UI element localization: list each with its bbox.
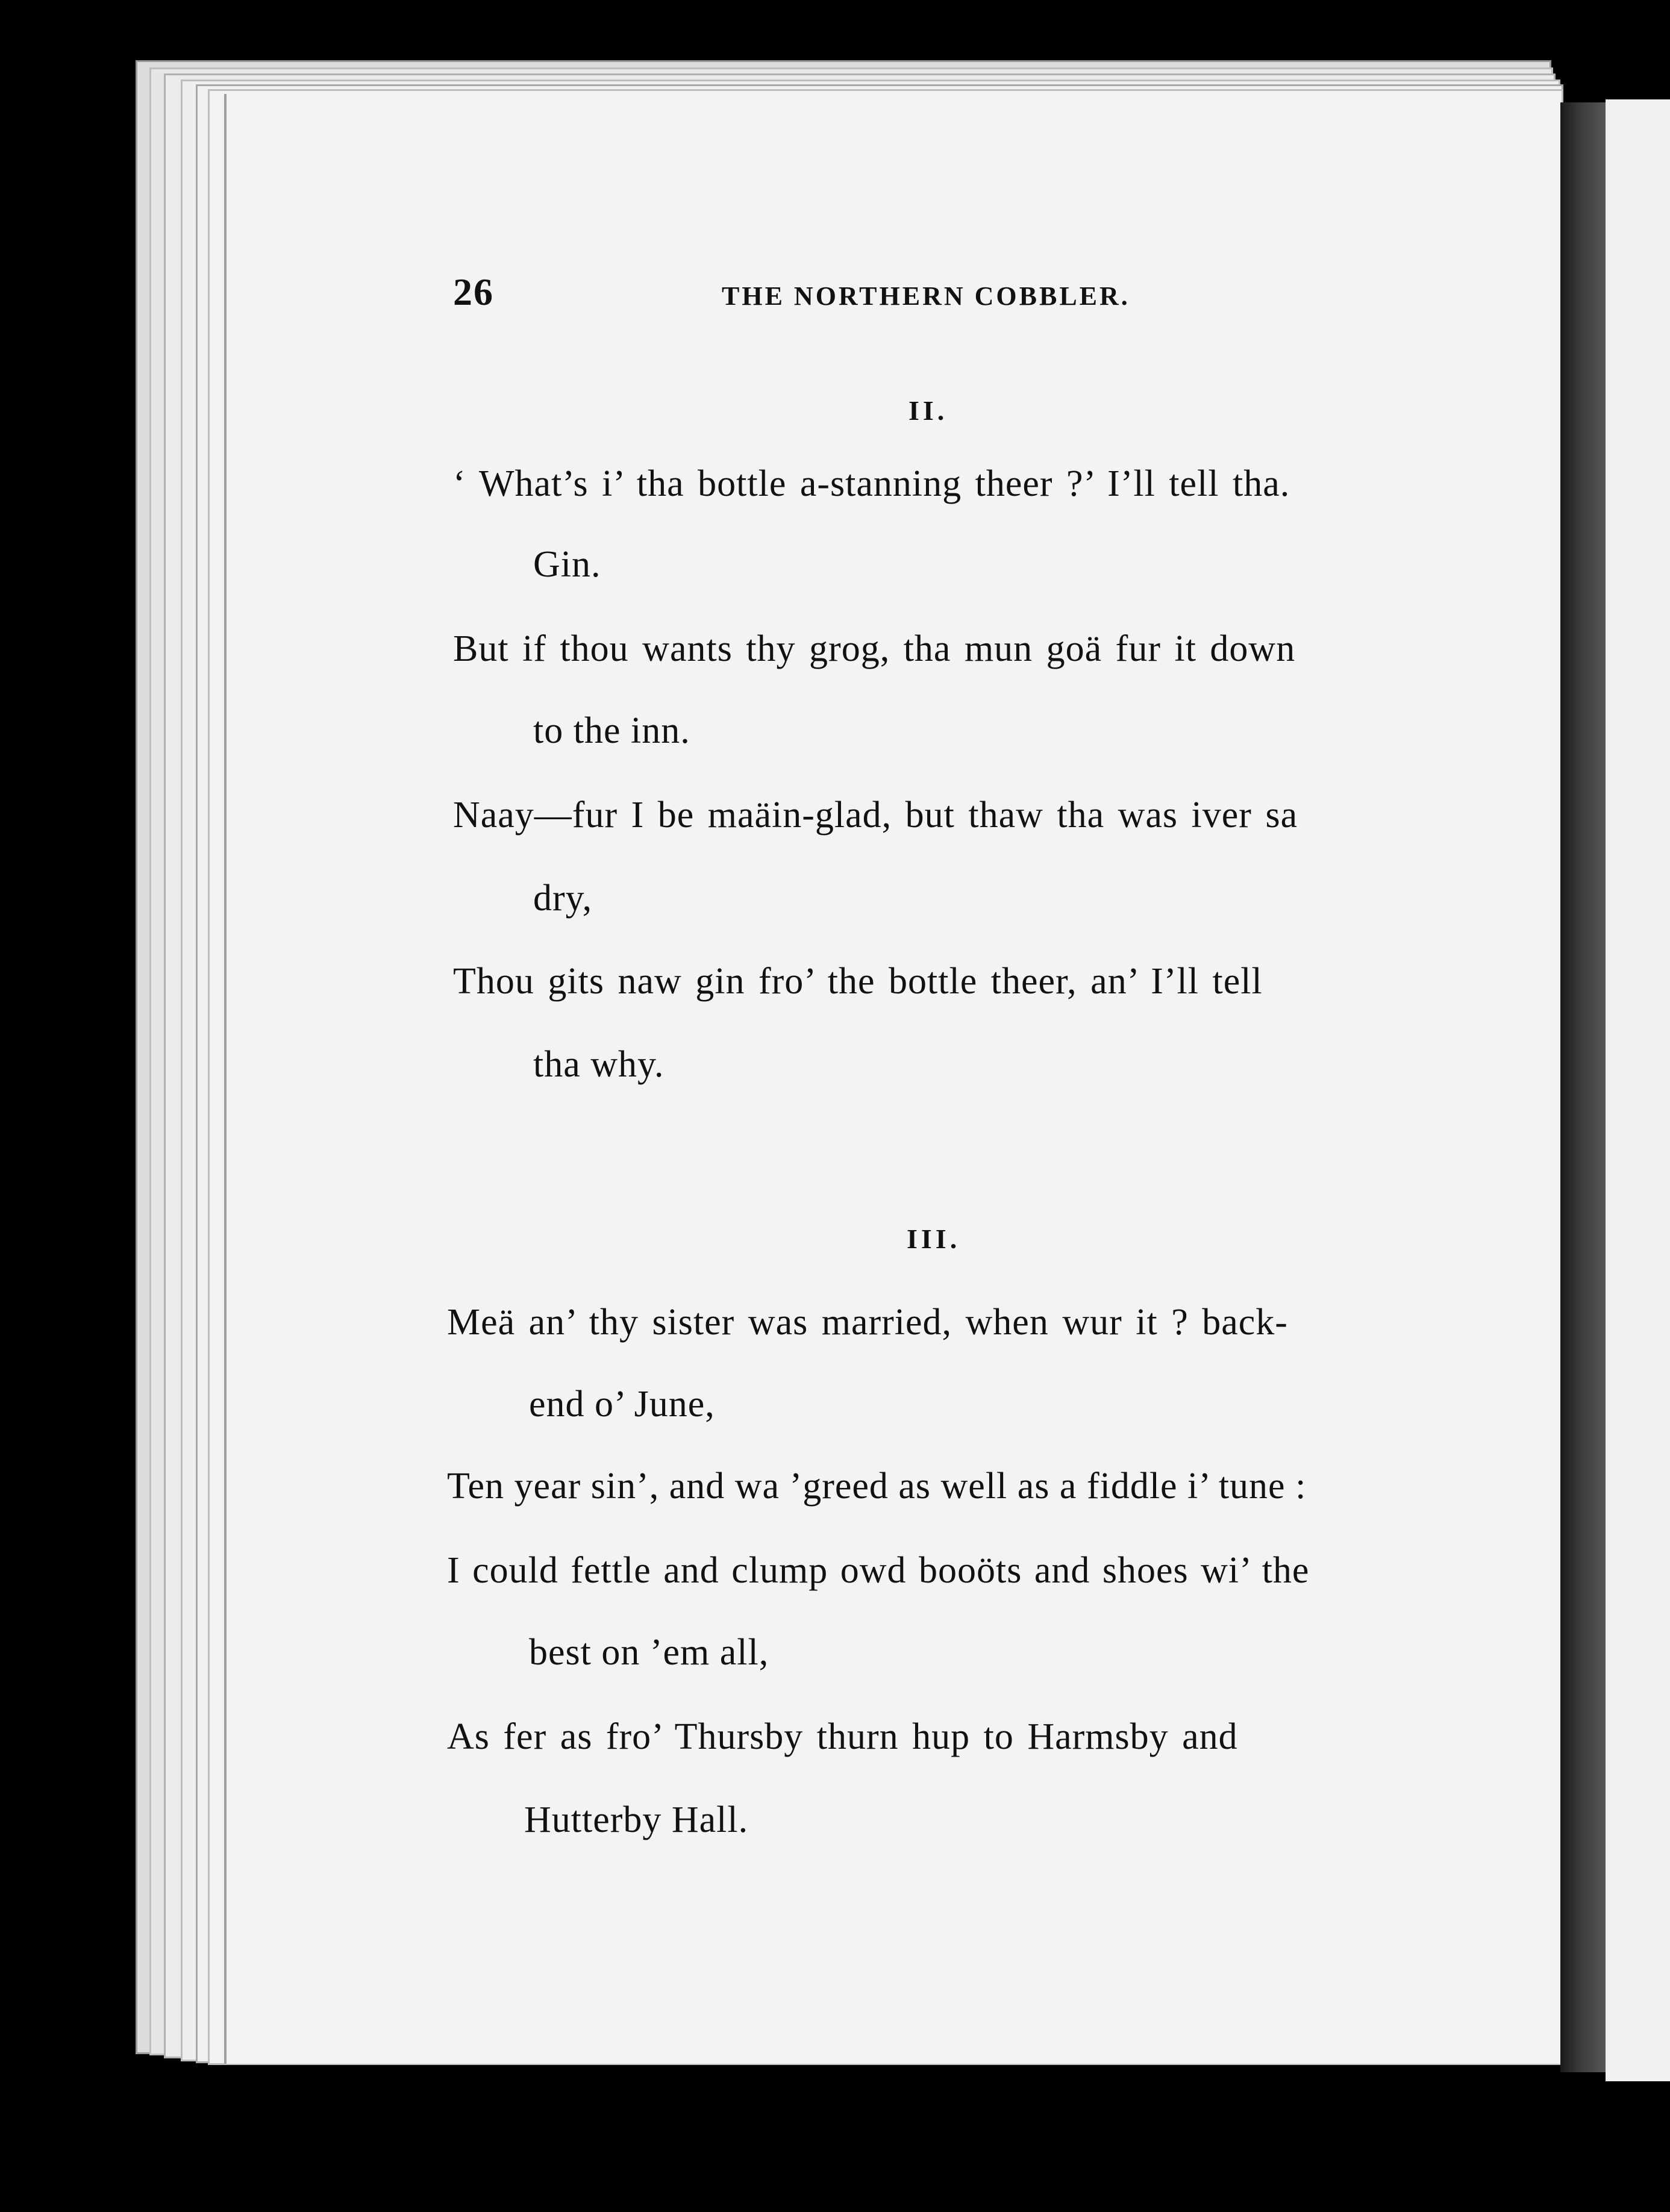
verse-line: to the inn. — [533, 710, 690, 751]
facing-page — [1606, 99, 1670, 2081]
verse-line: As fer as fro’ Thursby thurn hup to Harmsby and — [447, 1716, 1238, 1757]
running-head: THE NORTHERN COBBLER. — [722, 281, 1130, 311]
stanza-number: III. — [907, 1223, 961, 1254]
stanza-number: II. — [908, 395, 948, 426]
verse-line: Meä an’ thy sister was married, when wur it ? back- — [447, 1302, 1288, 1343]
book-page — [224, 94, 1562, 2064]
verse-line: Hutterby Hall. — [524, 1799, 749, 1840]
verse-line: end o’ June, — [529, 1384, 715, 1425]
verse-line: ‘ What’s i’ tha bottle a-stanning theer ?’ I’ll tell tha. — [453, 463, 1290, 504]
verse-line: Naay—fur I be maäin-glad, but thaw tha was iver sa — [453, 795, 1298, 836]
page-number: 26 — [453, 270, 494, 313]
verse-line: Thou gits naw gin fro’ the bottle theer, an’ I’ll tell — [453, 961, 1263, 1002]
verse-line: Gin. — [533, 544, 601, 585]
verse-line: best on ’em all, — [529, 1632, 769, 1673]
verse-line: Ten year sin’, and wa ’greed as well as a fiddle i’ tune : — [447, 1466, 1307, 1507]
gutter-shadow — [1560, 102, 1609, 2072]
verse-line: tha why. — [533, 1044, 665, 1085]
verse-line: But if thou wants thy grog, tha mun goä fur it down — [453, 628, 1296, 669]
verse-line: dry, — [533, 878, 593, 919]
verse-line: I could fettle and clump owd booöts and shoes wi’ the — [447, 1550, 1310, 1591]
